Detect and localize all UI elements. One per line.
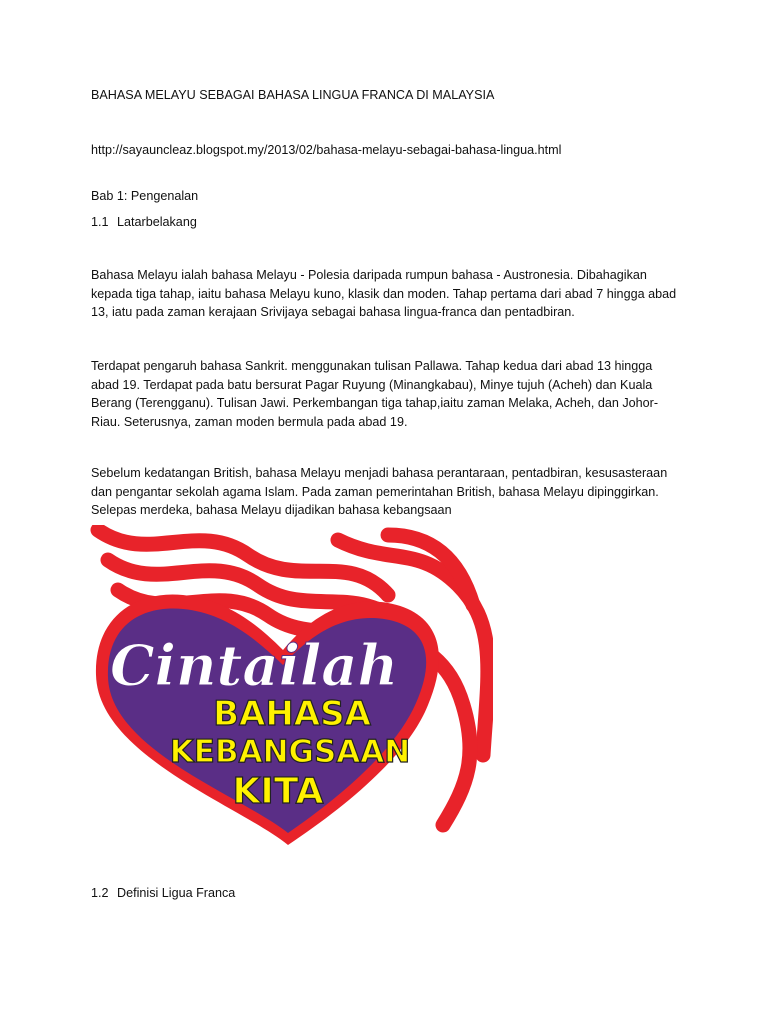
paragraph: Sebelum kedatangan British, bahasa Melayu menjadi bahasa perantaraan, pentadbiran, kesusasteraan dan pengantar sekolah agama Islam. Pada zaman pemerintahan British, bahasa Melayu dipinggirkan. Selepas merdeka, bahasa Melayu dijadikan bahasa kebangsaan (91, 466, 668, 517)
cintailah-bahasa-logo (88, 525, 493, 850)
logo-line-1: Cintailah (110, 633, 399, 699)
section-heading-1-1 (91, 213, 681, 232)
section-number: 1.2 (91, 886, 109, 900)
source-url: http://sayauncleaz.blogspot.my/2013/02/bahasa-melayu-sebagai-bahasa-lingua.html (91, 143, 562, 157)
section-title: Latarbelakang (117, 215, 197, 229)
section-title: Definisi Ligua Franca (117, 886, 236, 900)
chapter-heading: Bab 1: Pengenalan (91, 189, 199, 203)
paragraph: Terdapat pengaruh bahasa Sankrit. menggunakan tulisan Pallawa. Tahap kedua dari abad 13 hingga abad 19. Terdapat pada batu bersurat Pagar Ruyung (Minangkabau), Minye tujuh (Acheh) dan Kuala Berang (Terengganu). Tulisan Jawi. Perkembangan tiga tahap,iaitu zaman Melaka, Acheh, dan Johor-Riau. Seterusnya, zaman moden bermula pada abad 19. (91, 359, 659, 429)
paragraph: Bahasa Melayu ialah bahasa Melayu - Polesia daripada rumpun bahasa - Austronesia. Dibahagikan kepada tiga tahap, iaitu bahasa Melayu kuno, klasik dan moden. Tahap pertama dari abad 7 hingga abad 13, iatu pada zaman kerajaan Srivijaya sebagai bahasa lingua-franca dan pentadbiran. (91, 268, 677, 319)
logo-line-3: KEBANGSAAN (169, 734, 411, 770)
document-title: BAHASA MELAYU SEBAGAI BAHASA LINGUA FRANCA DI MALAYSIA (91, 88, 495, 102)
section-heading-1-2 (91, 884, 681, 903)
logo-line-4: KITA (232, 771, 324, 812)
logo-line-2: BAHASA (213, 694, 371, 734)
section-number: 1.1 (91, 215, 109, 229)
